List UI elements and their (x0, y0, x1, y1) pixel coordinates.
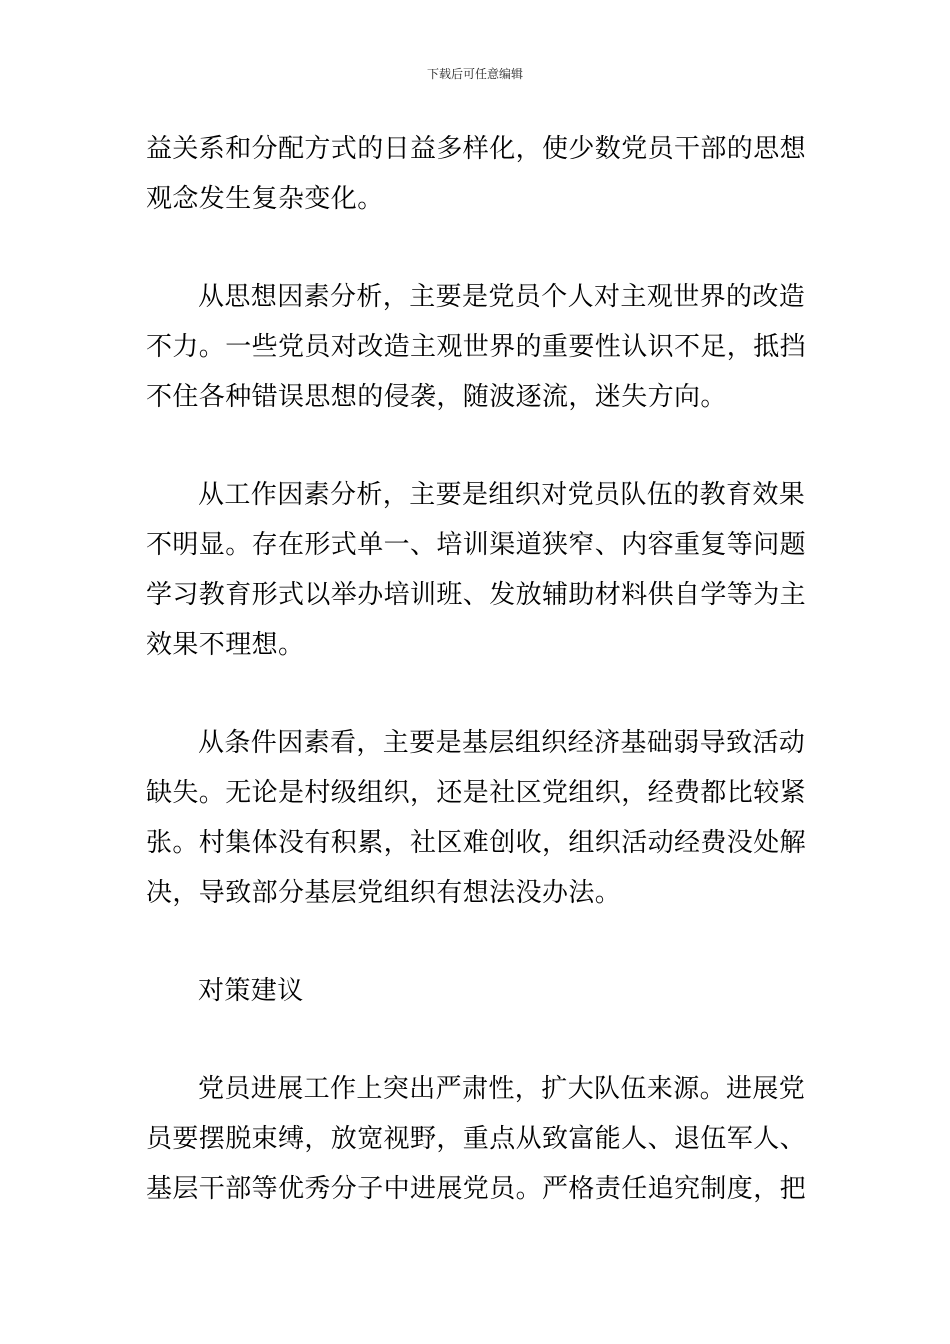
paragraph-recommendation (146, 1064, 806, 1214)
page-header: 下载后可任意编辑 (426, 67, 523, 81)
text-line: 效果不理想。 (146, 630, 305, 660)
text-line: 从工作因素分析，主要是组织对党员队伍的教育效果 (198, 480, 806, 510)
text-line: 学习教育形式以举办培训班、发放辅助材料供自学等为主 (146, 580, 807, 610)
text-line: 从条件因素看，主要是基层组织经济基础弱导致活动 (198, 728, 806, 758)
text-line: 党员进展工作上突出严肃性，扩大队伍来源。进展党 (198, 1074, 806, 1104)
text-line: 不明显。存在形式单一、培训渠道狭窄、内容重复等问题 (146, 530, 807, 560)
paragraph-condition-factors (146, 718, 806, 918)
text-line: 基层干部等优秀分子中进展党员。严格责任追究制度，把 (146, 1174, 807, 1204)
document-body (146, 124, 806, 1214)
paragraph-work-factors (146, 470, 806, 670)
text-line: 不力。一些党员对改造主观世界的重要性认识不足，抵挡 (146, 332, 807, 362)
text-line: 不住各种错误思想的侵袭，随波逐流，迷失方向。 (146, 382, 727, 412)
text-line: 张。村集体没有积累，社区难创收，组织活动经费没处解 (146, 828, 807, 858)
paragraph-continued (146, 124, 806, 224)
text-line: 从思想因素分析，主要是党员个人对主观世界的改造 (198, 282, 806, 312)
text-line: 益关系和分配方式的日益多样化，使少数党员干部的思想 (146, 134, 807, 164)
section-heading (146, 966, 806, 1016)
text-line: 员要摆脱束缚，放宽视野，重点从致富能人、退伍军人、 (146, 1124, 807, 1154)
text-line: 决，导致部分基层党组织有想法没办法。 (146, 878, 622, 908)
text-line: 缺失。无论是村级组织，还是社区党组织，经费都比较紧 (146, 778, 807, 808)
paragraph-thought-factors (146, 272, 806, 422)
heading-text: 对策建议 (198, 976, 304, 1006)
text-line: 观念发生复杂变化。 (146, 184, 384, 214)
